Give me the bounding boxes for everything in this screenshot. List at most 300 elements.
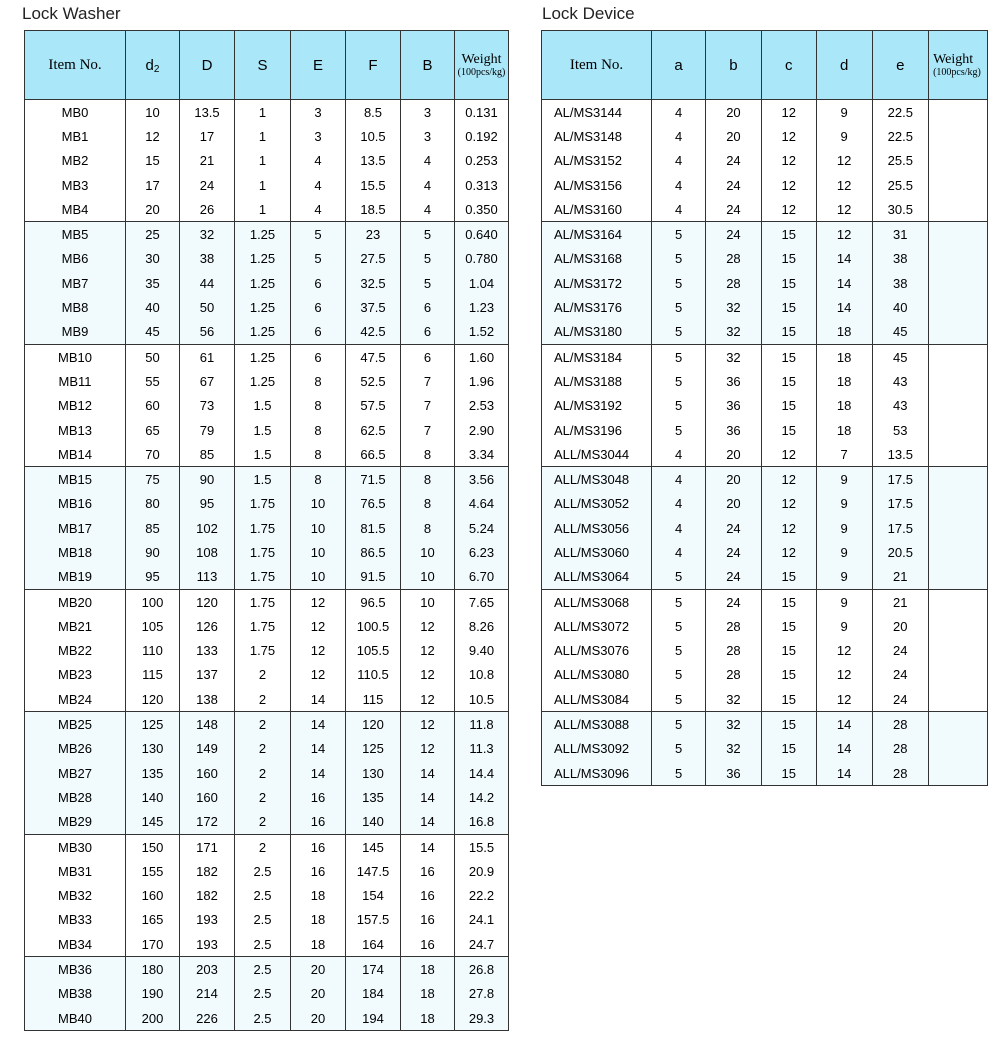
lock-device-cell-clipped — [929, 124, 988, 148]
lock-washer-cell: 14 — [291, 761, 346, 785]
lock-washer-cell: 120 — [346, 712, 401, 737]
lock-washer-cell: 11.3 — [455, 737, 509, 761]
lock-washer-cell: 100 — [126, 589, 180, 614]
lock-washer-cell: 76.5 — [346, 492, 401, 516]
lock-washer-cell: MB5 — [25, 222, 126, 247]
lock-device-body — [542, 100, 988, 786]
lock-washer-cell: 4 — [401, 197, 455, 222]
lock-washer-cell: 154 — [346, 884, 401, 908]
lock-washer-cell: 18 — [401, 1006, 455, 1031]
lock-washer-cell: 15.5 — [346, 173, 401, 197]
lock-washer-cell: 10 — [401, 589, 455, 614]
lock-washer-cell: MB29 — [25, 810, 126, 835]
lock-device-row — [542, 100, 988, 125]
lock-washer-cell: 1.5 — [235, 467, 291, 492]
lock-washer-cell: 2 — [235, 712, 291, 737]
lock-washer-cell: MB8 — [25, 295, 126, 319]
lock-device-row — [542, 737, 988, 761]
lock-device-cell: 43 — [872, 394, 929, 418]
lock-washer-cell: 10.8 — [455, 663, 509, 687]
lock-washer-cell: 12 — [291, 639, 346, 663]
lock-device-row — [542, 247, 988, 271]
lock-washer-cell: 8 — [401, 442, 455, 467]
lock-device-cell-clipped — [929, 295, 988, 319]
lock-washer-cell: MB23 — [25, 663, 126, 687]
lock-device-cell: 15 — [761, 247, 816, 271]
lock-washer-cell: 1.25 — [235, 222, 291, 247]
lock-washer-cell: 6 — [291, 295, 346, 319]
lock-washer-cell: 130 — [346, 761, 401, 785]
lock-washer-cell: 14.2 — [455, 785, 509, 809]
lock-device-cell: ALL/MS3092 — [542, 737, 652, 761]
lock-washer-cell: 60 — [126, 394, 180, 418]
lock-device-cell: AL/MS3192 — [542, 394, 652, 418]
lock-washer-cell: MB0 — [25, 100, 126, 125]
lock-washer-cell: 96.5 — [346, 589, 401, 614]
lock-device-cell: 15 — [761, 639, 816, 663]
lock-washer-cell: 8 — [291, 467, 346, 492]
lock-washer-cell: 1.75 — [235, 589, 291, 614]
lock-device-cell: 15 — [761, 565, 816, 590]
lock-washer-cell: 0.253 — [455, 149, 509, 173]
lock-washer-cell: 0.131 — [455, 100, 509, 125]
lock-washer-cell: MB27 — [25, 761, 126, 785]
lock-washer-cell: 18.5 — [346, 197, 401, 222]
lock-washer-cell: MB9 — [25, 320, 126, 345]
lock-device-cell-clipped — [929, 737, 988, 761]
lock-washer-cell: 1.25 — [235, 247, 291, 271]
lock-washer-cell: 2 — [235, 785, 291, 809]
lock-device-cell: ALL/MS3060 — [542, 540, 652, 564]
lock-washer-cell: 3 — [291, 124, 346, 148]
lock-washer-cell: 138 — [180, 687, 235, 712]
lock-washer-cell: 16 — [401, 908, 455, 932]
lock-washer-cell: 7 — [401, 394, 455, 418]
lock-washer-cell: 16 — [291, 810, 346, 835]
lock-washer-cell: 6.23 — [455, 540, 509, 564]
lock-washer-cell: 5 — [401, 271, 455, 295]
lock-device-row — [542, 271, 988, 295]
lock-device-cell: ALL/MS3052 — [542, 492, 652, 516]
lock-washer-cell: MB13 — [25, 418, 126, 442]
lock-device-cell: 24 — [706, 173, 762, 197]
lock-device-cell: 12 — [761, 149, 816, 173]
lock-device-row — [542, 394, 988, 418]
lock-washer-cell: 42.5 — [346, 320, 401, 345]
lock-device-row — [542, 442, 988, 467]
lock-washer-cell: 6 — [401, 320, 455, 345]
lock-washer-cell: 8 — [291, 418, 346, 442]
lock-washer-cell: 140 — [126, 785, 180, 809]
ld-header-a: a — [652, 31, 706, 100]
lock-washer-cell: 12 — [291, 663, 346, 687]
ld-header-d: d — [816, 31, 872, 100]
lock-device-cell: 9 — [816, 124, 872, 148]
lock-device-cell-clipped — [929, 173, 988, 197]
lock-washer-cell: 80 — [126, 492, 180, 516]
lock-washer-cell: 226 — [180, 1006, 235, 1031]
lock-washer-cell: 2.5 — [235, 957, 291, 982]
lock-device-cell-clipped — [929, 247, 988, 271]
lock-device-cell: 12 — [816, 222, 872, 247]
lock-washer-cell: 9.40 — [455, 639, 509, 663]
lock-device-cell: 12 — [761, 492, 816, 516]
lock-device-cell: 9 — [816, 614, 872, 638]
lock-device-cell: 14 — [816, 271, 872, 295]
lock-device-cell: 5 — [652, 712, 706, 737]
lock-device-cell: 4 — [652, 442, 706, 467]
lock-device-cell: 12 — [761, 467, 816, 492]
lock-washer-cell: 1.04 — [455, 271, 509, 295]
lock-washer-cell: MB25 — [25, 712, 126, 737]
lock-washer-cell: 50 — [126, 344, 180, 369]
lock-washer-cell: 73 — [180, 394, 235, 418]
lock-washer-title: Lock Washer — [22, 4, 121, 23]
lock-washer-cell: 133 — [180, 639, 235, 663]
lock-device-cell: AL/MS3188 — [542, 369, 652, 393]
lock-device-cell: AL/MS3196 — [542, 418, 652, 442]
lock-washer-cell: MB12 — [25, 394, 126, 418]
lock-device-cell-clipped — [929, 712, 988, 737]
lock-device-cell: 4 — [652, 540, 706, 564]
lock-washer-cell: 90 — [126, 540, 180, 564]
lock-washer-cell: 0.350 — [455, 197, 509, 222]
lock-washer-cell: 194 — [346, 1006, 401, 1031]
lock-washer-cell: 17 — [126, 173, 180, 197]
lock-washer-cell: 1.75 — [235, 540, 291, 564]
lock-device-cell: 24 — [706, 540, 762, 564]
lock-device-cell-clipped — [929, 394, 988, 418]
lock-washer-cell: 184 — [346, 982, 401, 1006]
lock-device-cell: ALL/MS3072 — [542, 614, 652, 638]
lock-device-cell-clipped — [929, 222, 988, 247]
lock-washer-cell: 115 — [346, 687, 401, 712]
lock-device-cell: 9 — [816, 492, 872, 516]
lock-device-cell: AL/MS3172 — [542, 271, 652, 295]
ld-header-weight — [929, 31, 988, 100]
lock-washer-cell: 12 — [401, 614, 455, 638]
lock-device-cell: 5 — [652, 687, 706, 712]
lock-device-cell: ALL/MS3068 — [542, 589, 652, 614]
lock-device-cell: 5 — [652, 589, 706, 614]
lock-device-row — [542, 369, 988, 393]
lock-washer-cell: 13.5 — [346, 149, 401, 173]
lock-washer-cell: 15 — [126, 149, 180, 173]
lock-device-cell: 20 — [706, 492, 762, 516]
lock-device-cell: 12 — [761, 197, 816, 222]
lock-washer-cell: 86.5 — [346, 540, 401, 564]
lock-device-cell: 24 — [706, 197, 762, 222]
lock-device-row — [542, 712, 988, 737]
lock-washer-cell: 18 — [401, 957, 455, 982]
lock-washer-cell: 120 — [180, 589, 235, 614]
ld-header-weight-label: Weight — [933, 51, 974, 67]
lock-washer-cell: 10 — [291, 565, 346, 590]
lock-washer-cell: 145 — [126, 810, 180, 835]
lock-washer-cell: 174 — [346, 957, 401, 982]
lock-device-cell: 15 — [761, 369, 816, 393]
lock-device-cell: 9 — [816, 540, 872, 564]
lock-washer-cell: 2.5 — [235, 884, 291, 908]
lock-washer-cell: 14 — [401, 834, 455, 859]
lock-washer-cell: 26.8 — [455, 957, 509, 982]
lock-device-cell: 9 — [816, 516, 872, 540]
lock-washer-cell: 6 — [291, 271, 346, 295]
lock-device-cell: 28 — [706, 614, 762, 638]
lock-washer-cell: 2 — [235, 687, 291, 712]
lock-device-cell: 5 — [652, 222, 706, 247]
lock-washer-cell: 85 — [126, 516, 180, 540]
lock-washer-cell: 20 — [291, 982, 346, 1006]
lock-washer-cell: 37.5 — [346, 295, 401, 319]
lock-washer-cell: 8 — [291, 394, 346, 418]
lock-device-cell-clipped — [929, 197, 988, 222]
lock-washer-cell: MB36 — [25, 957, 126, 982]
lock-device-cell: 28 — [706, 663, 762, 687]
lock-washer-cell: MB10 — [25, 344, 126, 369]
lock-device-row — [542, 467, 988, 492]
lock-device-cell-clipped — [929, 467, 988, 492]
lock-washer-cell: 5.24 — [455, 516, 509, 540]
lock-washer-cell: 145 — [346, 834, 401, 859]
lock-device-cell: 15 — [761, 687, 816, 712]
lock-device-cell: 15 — [761, 320, 816, 345]
lock-washer-cell: 62.5 — [346, 418, 401, 442]
lock-device-cell: 15 — [761, 589, 816, 614]
lock-washer-cell: MB24 — [25, 687, 126, 712]
lock-washer-cell: 4 — [401, 173, 455, 197]
lock-washer-cell: 70 — [126, 442, 180, 467]
lock-washer-cell: 50 — [180, 295, 235, 319]
lock-device-cell: 12 — [816, 173, 872, 197]
lock-washer-cell: 137 — [180, 663, 235, 687]
lock-washer-cell: 67 — [180, 369, 235, 393]
lock-washer-cell: 95 — [126, 565, 180, 590]
lock-washer-cell: 14 — [291, 737, 346, 761]
lock-device-cell: 12 — [816, 197, 872, 222]
lock-washer-cell: MB38 — [25, 982, 126, 1006]
lock-washer-cell: 130 — [126, 737, 180, 761]
lock-washer-cell: 3 — [401, 124, 455, 148]
lock-washer-cell: 12 — [401, 639, 455, 663]
lock-device-cell: 14 — [816, 712, 872, 737]
lock-device-cell: 12 — [761, 124, 816, 148]
lock-washer-cell: 1 — [235, 173, 291, 197]
lock-washer-cell: 20 — [126, 197, 180, 222]
lock-washer-cell: 10.5 — [346, 124, 401, 148]
lock-washer-cell: 14.4 — [455, 761, 509, 785]
lock-device-cell: 18 — [816, 418, 872, 442]
lock-device-cell: AL/MS3168 — [542, 247, 652, 271]
lock-device-cell: 4 — [652, 100, 706, 125]
lock-washer-cell: 203 — [180, 957, 235, 982]
lock-washer-cell: 113 — [180, 565, 235, 590]
lock-device-row — [542, 197, 988, 222]
lock-washer-cell: 125 — [126, 712, 180, 737]
lock-device-cell: 9 — [816, 589, 872, 614]
lock-washer-cell: 108 — [180, 540, 235, 564]
lock-device-cell: ALL/MS3044 — [542, 442, 652, 467]
ld-header-weight-unit: (100pcs/kg) — [933, 66, 981, 78]
lock-washer-cell: MB21 — [25, 614, 126, 638]
lock-washer-cell: 17 — [180, 124, 235, 148]
lock-washer-cell: 13.5 — [180, 100, 235, 125]
lock-device-cell: AL/MS3156 — [542, 173, 652, 197]
lock-washer-cell: 38 — [180, 247, 235, 271]
lock-washer-cell: 3.34 — [455, 442, 509, 467]
lock-device-cell: 18 — [816, 344, 872, 369]
lock-device-cell: 15 — [761, 737, 816, 761]
lock-washer-cell: 5 — [291, 222, 346, 247]
lock-device-cell: 4 — [652, 173, 706, 197]
lock-washer-cell: 193 — [180, 932, 235, 957]
lock-washer-cell: 75 — [126, 467, 180, 492]
lock-device-cell: 17.5 — [872, 492, 929, 516]
lock-washer-cell: 16 — [401, 932, 455, 957]
lock-washer-cell: MB14 — [25, 442, 126, 467]
lock-device-cell: 18 — [816, 320, 872, 345]
lock-device-cell: 15 — [761, 761, 816, 786]
lock-device-cell: 18 — [816, 394, 872, 418]
lock-washer-cell: 8 — [291, 442, 346, 467]
lock-washer-cell: 16 — [401, 884, 455, 908]
lock-washer-cell: 100.5 — [346, 614, 401, 638]
lock-device-cell: 36 — [706, 394, 762, 418]
lw-header-d2-sub: 2 — [153, 63, 160, 75]
lock-device-cell: 24 — [706, 565, 762, 590]
lock-device-cell-clipped — [929, 344, 988, 369]
lock-device-cell: 14 — [816, 761, 872, 786]
lock-device-cell: 5 — [652, 247, 706, 271]
lock-device-cell: ALL/MS3096 — [542, 761, 652, 786]
lock-device-cell: 32 — [706, 320, 762, 345]
lock-device-row — [542, 149, 988, 173]
lock-device-cell-clipped — [929, 589, 988, 614]
lock-washer-cell: 90 — [180, 467, 235, 492]
lock-device-cell: AL/MS3184 — [542, 344, 652, 369]
lock-device-cell: 28 — [872, 761, 929, 786]
lock-washer-cell: 4 — [291, 197, 346, 222]
lock-device-cell: 22.5 — [872, 100, 929, 125]
lock-washer-cell: 10 — [126, 100, 180, 125]
lock-device-cell-clipped — [929, 442, 988, 467]
lock-washer-cell: 102 — [180, 516, 235, 540]
lock-device-cell: 32 — [706, 687, 762, 712]
lock-device-cell: 15 — [761, 394, 816, 418]
lock-washer-cell: 171 — [180, 834, 235, 859]
lock-device-row — [542, 663, 988, 687]
lock-washer-cell: 56 — [180, 320, 235, 345]
lock-washer-cell: 16.8 — [455, 810, 509, 835]
lock-washer-cell: MB19 — [25, 565, 126, 590]
lock-washer-cell: 14 — [291, 687, 346, 712]
lock-washer-cell: 165 — [126, 908, 180, 932]
lock-washer-cell: 2 — [235, 737, 291, 761]
lock-device-cell: 9 — [816, 100, 872, 125]
lock-washer-cell: 2 — [235, 761, 291, 785]
lock-washer-cell: 147.5 — [346, 859, 401, 883]
lock-device-cell: 45 — [872, 344, 929, 369]
lock-device-cell-clipped — [929, 271, 988, 295]
lock-washer-cell: 27.8 — [455, 982, 509, 1006]
lock-device-cell: ALL/MS3088 — [542, 712, 652, 737]
lock-washer-cell: 24 — [180, 173, 235, 197]
lock-device-cell: ALL/MS3076 — [542, 639, 652, 663]
lock-washer-cell: 2.53 — [455, 394, 509, 418]
lock-device-cell-clipped — [929, 614, 988, 638]
lock-washer-cell: MB3 — [25, 173, 126, 197]
lock-washer-cell: 157.5 — [346, 908, 401, 932]
lock-washer-cell: 15.5 — [455, 834, 509, 859]
lock-device-cell: 4 — [652, 149, 706, 173]
lock-device-cell: 12 — [761, 516, 816, 540]
lock-washer-cell: 1.5 — [235, 442, 291, 467]
lock-device-cell: 53 — [872, 418, 929, 442]
lock-device-cell: 24 — [872, 687, 929, 712]
lock-washer-cell: 5 — [401, 222, 455, 247]
lock-washer-cell: 2.5 — [235, 859, 291, 883]
lock-washer-cell: MB28 — [25, 785, 126, 809]
lock-washer-cell: 8.26 — [455, 614, 509, 638]
lock-device-cell: 14 — [816, 737, 872, 761]
lock-device-cell: 13.5 — [872, 442, 929, 467]
lock-washer-cell: 12 — [401, 663, 455, 687]
lock-device-cell: 20 — [706, 124, 762, 148]
lock-washer-cell: 66.5 — [346, 442, 401, 467]
lock-washer-cell: 2.5 — [235, 982, 291, 1006]
lock-device-cell: 5 — [652, 761, 706, 786]
lock-device-cell-clipped — [929, 149, 988, 173]
lock-device-cell: 24 — [872, 663, 929, 687]
lock-device-cell: 5 — [652, 320, 706, 345]
lock-device-row — [542, 516, 988, 540]
lock-washer-cell: 14 — [401, 810, 455, 835]
lock-device-cell-clipped — [929, 761, 988, 786]
lock-washer-cell: 2 — [235, 810, 291, 835]
lock-device-row — [542, 295, 988, 319]
lock-washer-cell: 170 — [126, 932, 180, 957]
lock-washer-cell: 1.75 — [235, 565, 291, 590]
lock-washer-cell: 8.5 — [346, 100, 401, 125]
lock-device-cell: 5 — [652, 295, 706, 319]
lock-washer-cell: MB4 — [25, 197, 126, 222]
lock-device-cell: 30.5 — [872, 197, 929, 222]
ld-header-item: Item No. — [542, 31, 652, 100]
lock-washer-cell: MB15 — [25, 467, 126, 492]
lock-washer-cell: MB11 — [25, 369, 126, 393]
lock-washer-cell: 1.5 — [235, 394, 291, 418]
lock-washer-cell: 12 — [401, 687, 455, 712]
lock-device-cell-clipped — [929, 663, 988, 687]
lock-washer-cell: 18 — [291, 932, 346, 957]
lock-washer-cell: 105 — [126, 614, 180, 638]
lock-device-table — [541, 30, 988, 786]
lock-device-cell: 15 — [761, 614, 816, 638]
lw-header-B: B — [401, 31, 455, 100]
lock-washer-cell: 1.25 — [235, 295, 291, 319]
lock-washer-cell: MB17 — [25, 516, 126, 540]
lock-washer-cell: MB32 — [25, 884, 126, 908]
lock-device-cell: 5 — [652, 614, 706, 638]
lock-washer-cell: 27.5 — [346, 247, 401, 271]
lock-washer-cell: 193 — [180, 908, 235, 932]
lock-device-cell: 5 — [652, 394, 706, 418]
lock-washer-cell: 79 — [180, 418, 235, 442]
lock-device-cell: 12 — [816, 687, 872, 712]
lock-device-cell: 36 — [706, 761, 762, 786]
lock-device-cell: ALL/MS3064 — [542, 565, 652, 590]
lock-washer-cell: 24.1 — [455, 908, 509, 932]
